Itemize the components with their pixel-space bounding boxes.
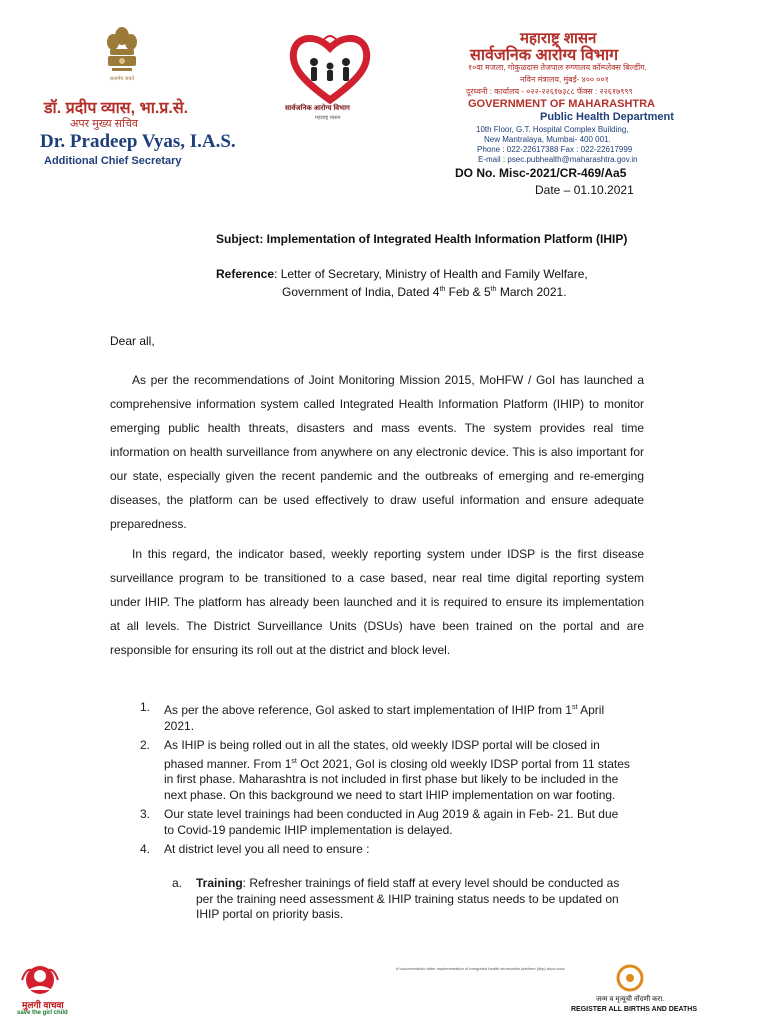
letter-subject: Subject: Implementation of Integrated Health Information Platform (IHIP) [216, 232, 628, 246]
list-item-text: As IHIP is being rolled out in all the states, old weekly IDSP portal will be closed in phased manner. From 1 [164, 738, 600, 771]
list-item-text: At district level you all need to ensure : [164, 842, 370, 856]
register-births-logo-icon [612, 962, 648, 994]
paragraph-2: In this regard, the indicator based, weekly reporting system under IDSP is the first disease surveillance program to be transitioned to a case based, near real time digital reporting system under IHIP. The platform has already been launched and it is required to ensure its implementation at all levels. The District Surveillance Units (DSUs) have been trained on the portal and are responsible for ensuring its roll out at the district and block level. [110, 547, 644, 657]
address-english-line2: New Mantralaya, Mumbai- 400 001. [484, 135, 611, 144]
sub-list [172, 876, 622, 927]
phone-english: Phone : 022-22617388 Fax : 022-22617999 [477, 145, 633, 154]
paragraph-1: As per the recommendations of Joint Monitoring Mission 2015, MoHFW / GoI has launched a comprehensive information system called Integrated Health Information Platform (IHIP) to monitor emerging public health threats, disasters and mass events. The system provides real time information on health surveillance from anywhere on any electronic device. This is also important for our state, especially given the recent pandemic and the outbreaks of emerging and re-emerging diseases, the platform can be used effectively to draw useful information and ensure adequate preparedness. [110, 373, 644, 531]
state-emblem-icon [102, 22, 142, 84]
address-hindi-line1: १०वा मजला, गोकुळदास तेजपाल रुग्णालय कॉम्प्लेक्स बिल्डींग, [468, 63, 647, 72]
letter-date: Date – 01.10.2021 [535, 183, 634, 197]
officer-title-hindi: अपर मुख्य सचिव [70, 118, 139, 130]
list-item-sup: st [291, 757, 297, 765]
reference-line2 [282, 285, 567, 299]
address-english-line1: 10th Floor, G.T. Hospital Complex Building, [476, 125, 629, 134]
list-item [140, 842, 630, 858]
logo-caption-hindi: सार्वजनिक आरोग्य विभाग [285, 105, 350, 112]
footer-file-path: d:\documents\do letter implementation of integrated health information platform (ihip) docx.docx [396, 966, 565, 971]
reference-sup-2: th [490, 286, 497, 293]
list-item [140, 738, 630, 803]
address-hindi-line2: नविन मंत्रालय, मुंबई- ४०० ००१ [520, 75, 609, 84]
list-item-text: As per the above reference, GoI asked to start implementation of IHIP from 1 [164, 703, 572, 717]
save-girl-child-english: save the girl child [17, 1010, 68, 1016]
list-item [140, 807, 630, 838]
save-girl-child-logo-icon [18, 960, 62, 998]
government-name-hindi: महाराष्ट्र शासन [520, 30, 597, 47]
email-english[interactable]: E-mail : psec.pubhealth@maharashtra.gov.in [478, 155, 638, 164]
reference-line1 [216, 267, 588, 281]
register-text-english: REGISTER ALL BIRTHS AND DEATHS [571, 1006, 698, 1013]
officer-name-hindi: डॉ. प्रदीप व्यास, भा.प्र.से. [44, 100, 189, 117]
register-text-hindi: जन्म व मृत्यूची नोंदणी करा. [596, 996, 665, 1003]
sub-list-text: : Refresher trainings of field staff at every level should be conducted as per the training need assessment & IHIP training status needs to be updated on IHIP portal on priority basis. [196, 876, 620, 921]
list-item-number: 2. [140, 738, 151, 752]
government-name-english: GOVERNMENT OF MAHARASHTRA [468, 98, 655, 110]
department-name-hindi: सार्वजनिक आरोग्य विभाग [470, 47, 619, 64]
reference-text-2a: Government of India, Dated 4 [282, 285, 440, 299]
list-item-text-b: Oct 2021, GoI is closing old weekly IDSP portal from 11 states in first phase. Maharashtra is not included in first phase but likely to be included in the next phase. On this background we need to start IHIP implementation on war footing. [164, 756, 630, 802]
list-item [140, 700, 630, 734]
save-girl-child-hindi: मुलगी वाचवा [22, 1000, 64, 1010]
numbered-list [140, 700, 630, 862]
officer-title-english: Additional Chief Secretary [44, 155, 182, 167]
list-item-text-b: April 2021. [164, 703, 605, 733]
list-item-sup: st [571, 704, 578, 711]
reference-text-1: : Letter of Secretary, Ministry of Health and Family Welfare, [274, 267, 588, 281]
list-item-text: Our state level trainings had been conducted in Aug 2019 & again in Feb- 21. But due to Covid-19 pandemic IHIP implementation is delayed. [164, 807, 619, 837]
reference-label: Reference [216, 267, 275, 281]
reference-text-2c: March 2021. [496, 285, 567, 299]
sub-list-letter: a. [172, 876, 183, 890]
sub-list-item [172, 876, 622, 923]
phone-hindi: दूरध्वनी : कार्यालय - ०२२-२२६१७३८८ फॅक्स : २२६१७९९९ [466, 87, 633, 96]
list-item-number: 4. [140, 842, 151, 856]
sub-list-heading: Training [196, 876, 243, 890]
list-item-number: 1. [140, 700, 151, 714]
department-name-english: Public Health Department [540, 111, 674, 123]
reference-text-2b: Feb & 5 [445, 285, 491, 299]
list-item-number: 3. [140, 807, 151, 821]
reference-sup-1: th [439, 286, 446, 293]
officer-name-english: Dr. Pradeep Vyas, I.A.S. [40, 131, 236, 152]
logo-caption-small: महाराष्ट्र शासन [315, 115, 341, 121]
do-number: DO No. Misc-2021/CR-469/Aa5 [455, 166, 627, 180]
greeting: Dear all, [110, 334, 155, 348]
svg-text:सत्यमेव जयते: सत्यमेव जयते [109, 76, 135, 82]
